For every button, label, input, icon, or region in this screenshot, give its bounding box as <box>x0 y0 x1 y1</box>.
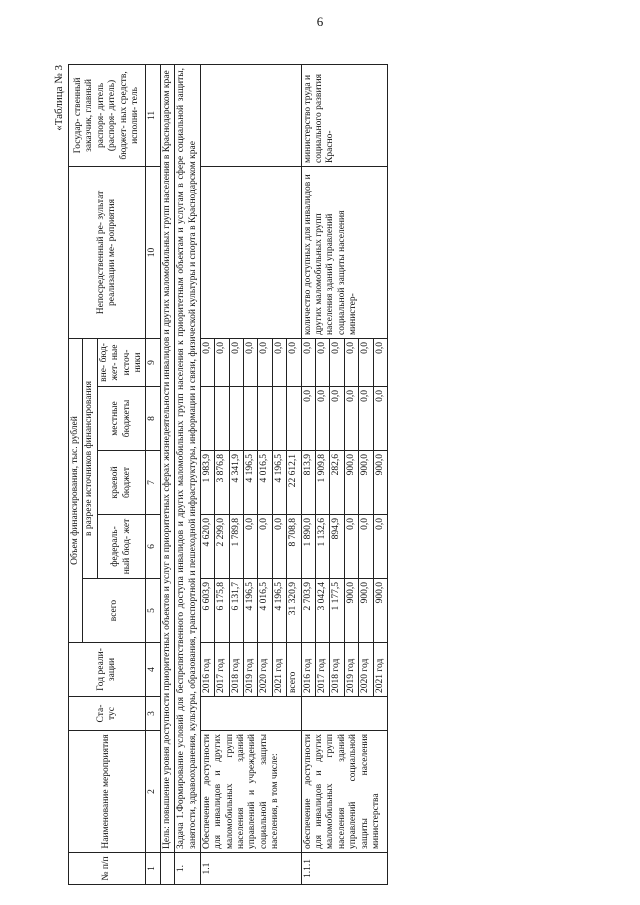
local-cell: 0,0 <box>330 387 344 451</box>
federal-cell: 0,0 <box>359 515 373 579</box>
extra-cell: 0,0 <box>215 338 229 386</box>
financing-table <box>68 64 388 885</box>
local-cell <box>244 387 258 451</box>
header-status: Ста- тус <box>69 697 146 731</box>
extra-cell: 0,0 <box>287 338 301 386</box>
federal-cell: 1 132,6 <box>316 515 330 579</box>
local-cell <box>200 387 214 451</box>
page-number: 6 <box>316 14 324 29</box>
extra-cell: 0,0 <box>272 338 286 386</box>
total-cell: 4 196,5 <box>272 579 286 643</box>
year-cell: 2020 год <box>359 643 373 697</box>
header-num: № п/п <box>69 853 146 885</box>
goal-num-cell <box>160 853 174 885</box>
item-1-1-status <box>200 697 301 731</box>
local-cell: 0,0 <box>359 387 373 451</box>
year-cell: 2016 год <box>200 643 214 697</box>
regional-cell: 900,0 <box>359 451 373 515</box>
local-cell <box>287 387 301 451</box>
header-volume: Объем финансирования, тыс. рублей <box>69 338 83 642</box>
col-number: 9 <box>146 338 160 386</box>
local-cell: 0,0 <box>373 387 387 451</box>
item-1-1-1-name: обеспечение доступности для инвалидов и других маломобильных групп населения зданий управлений социальной защиты населения министерства <box>301 731 387 853</box>
extra-cell: 0,0 <box>229 338 243 386</box>
federal-cell: 0,0 <box>373 515 387 579</box>
federal-cell: 0,0 <box>272 515 286 579</box>
header-by-sources: в разрезе источников финансирования <box>83 338 97 578</box>
task-row <box>175 64 201 884</box>
col-number: 5 <box>146 579 160 643</box>
col-number: 11 <box>146 64 160 166</box>
regional-cell: 900,0 <box>373 451 387 515</box>
item-1-1-1-result: количество доступных для инвалидов и других маломобильных групп населения зданий управлений социальной защиты населения министер- <box>301 166 387 338</box>
header-customer: Государ- ственный заказчик, главный распоря- дитель (распоря- дитель) бюджет- ных средств, исполни- тель <box>69 64 146 166</box>
year-cell: всего <box>287 643 301 697</box>
extra-cell: 0,0 <box>330 338 344 386</box>
extra-cell: 0,0 <box>301 338 315 386</box>
col-number: 1 <box>146 853 160 885</box>
item-1-1-1-customer: министерство труда и социального развития Красно- <box>301 64 387 166</box>
header-result: Непосредственный ре- зультат реализации ме- роприятия <box>69 166 146 338</box>
year-cell: 2021 год <box>272 643 286 697</box>
federal-cell: 2 299,0 <box>215 515 229 579</box>
regional-cell: 1 909,8 <box>316 451 330 515</box>
total-cell: 4 016,5 <box>258 579 272 643</box>
extra-cell: 0,0 <box>344 338 358 386</box>
total-cell: 900,0 <box>359 579 373 643</box>
item-1-1-1-status <box>301 697 387 731</box>
federal-cell: 0,0 <box>244 515 258 579</box>
header-year: Год реали- зации <box>69 643 146 697</box>
federal-cell: 1 890,0 <box>301 515 315 579</box>
header-name: Наименование мероприятия <box>69 731 146 853</box>
regional-cell: 813,9 <box>301 451 315 515</box>
federal-cell: 1 789,8 <box>229 515 243 579</box>
year-cell: 2016 год <box>301 643 315 697</box>
regional-cell: 1 983,9 <box>200 451 214 515</box>
goal-text: Цель: повышение уровня доступности приоритетных объектов и услуг в приоритетных сферах жизнедеятельности инвалидов и других маломобильных групп населения в Краснодарском крае <box>160 64 174 852</box>
total-cell: 6 131,7 <box>229 579 243 643</box>
year-cell: 2018 год <box>229 643 243 697</box>
extra-cell: 0,0 <box>200 338 214 386</box>
task-text: Задача 1.Формирование условий для беспрепятственного доступа инвалидов и других маломобильных групп населения к приоритетным объектам и услугам в сфере социальной защиты, занятости, здравоохранения, культуры, образования, транспортной и пешеходной инфраструктуры, информации и связи, физической культуры и спорта в Краснодарском крае <box>175 64 201 852</box>
year-cell: 2018 год <box>330 643 344 697</box>
total-cell: 900,0 <box>344 579 358 643</box>
extra-cell: 0,0 <box>359 338 373 386</box>
col-number: 10 <box>146 166 160 338</box>
header-total: всего <box>83 579 146 643</box>
local-cell <box>258 387 272 451</box>
local-cell: 0,0 <box>344 387 358 451</box>
total-cell: 4 196,5 <box>244 579 258 643</box>
federal-cell: 894,9 <box>330 515 344 579</box>
total-cell: 3 042,4 <box>316 579 330 643</box>
extra-cell: 0,0 <box>258 338 272 386</box>
item-1-1-1-num: 1.1.1 <box>301 853 387 885</box>
header-regional: краевой бюджет <box>97 451 146 515</box>
header-row-1 <box>69 64 83 884</box>
col-number: 4 <box>146 643 160 697</box>
total-cell: 1 177,5 <box>330 579 344 643</box>
regional-cell: 22 612,1 <box>287 451 301 515</box>
federal-cell: 0,0 <box>258 515 272 579</box>
table-row <box>301 64 315 884</box>
col-number: 2 <box>146 731 160 853</box>
total-cell: 2 703,9 <box>301 579 315 643</box>
total-cell: 6 175,8 <box>215 579 229 643</box>
regional-cell: 282,6 <box>330 451 344 515</box>
extra-cell: 0,0 <box>316 338 330 386</box>
regional-cell: 3 876,8 <box>215 451 229 515</box>
year-cell: 2017 год <box>316 643 330 697</box>
regional-cell: 4 196,5 <box>244 451 258 515</box>
extra-cell: 0,0 <box>373 338 387 386</box>
header-extra: вне- бюд- жет- ные источ- ники <box>97 338 146 386</box>
column-number-row <box>146 64 160 884</box>
year-cell: 2017 год <box>215 643 229 697</box>
federal-cell: 0,0 <box>344 515 358 579</box>
header-federal: федераль- ный бюд- жет <box>97 515 146 579</box>
federal-cell: 4 620,0 <box>200 515 214 579</box>
col-number: 7 <box>146 451 160 515</box>
col-number: 8 <box>146 387 160 451</box>
rotated-table-sheet <box>40 65 520 885</box>
regional-cell: 4 341,9 <box>229 451 243 515</box>
regional-cell: 4 196,5 <box>272 451 286 515</box>
regional-cell: 4 016,5 <box>258 451 272 515</box>
local-cell: 0,0 <box>316 387 330 451</box>
total-cell: 31 320,9 <box>287 579 301 643</box>
header-local: местные бюджеты <box>97 387 146 451</box>
goal-row <box>160 64 174 884</box>
table-row <box>200 64 214 884</box>
item-1-1-customer <box>200 64 301 166</box>
local-cell <box>272 387 286 451</box>
item-1-1-name: Обеспечение доступности для инвалидов и других маломобильных групп населения зданий управлений и учреждений социальной защиты населения, в том числе: <box>200 731 301 853</box>
total-cell: 900,0 <box>373 579 387 643</box>
local-cell <box>229 387 243 451</box>
year-cell: 2019 год <box>344 643 358 697</box>
col-number: 6 <box>146 515 160 579</box>
extra-cell: 0,0 <box>244 338 258 386</box>
item-1-1-num: 1.1 <box>200 853 301 885</box>
year-cell: 2021 год <box>373 643 387 697</box>
total-cell: 6 603,9 <box>200 579 214 643</box>
federal-cell: 8 708,8 <box>287 515 301 579</box>
task-num: 1. <box>175 853 201 885</box>
local-cell <box>215 387 229 451</box>
item-1-1-result <box>200 166 301 338</box>
local-cell: 0,0 <box>301 387 315 451</box>
regional-cell: 900,0 <box>344 451 358 515</box>
year-cell: 2020 год <box>258 643 272 697</box>
table-label: «Таблица № 3 <box>53 65 65 131</box>
year-cell: 2019 год <box>244 643 258 697</box>
col-number: 3 <box>146 697 160 731</box>
